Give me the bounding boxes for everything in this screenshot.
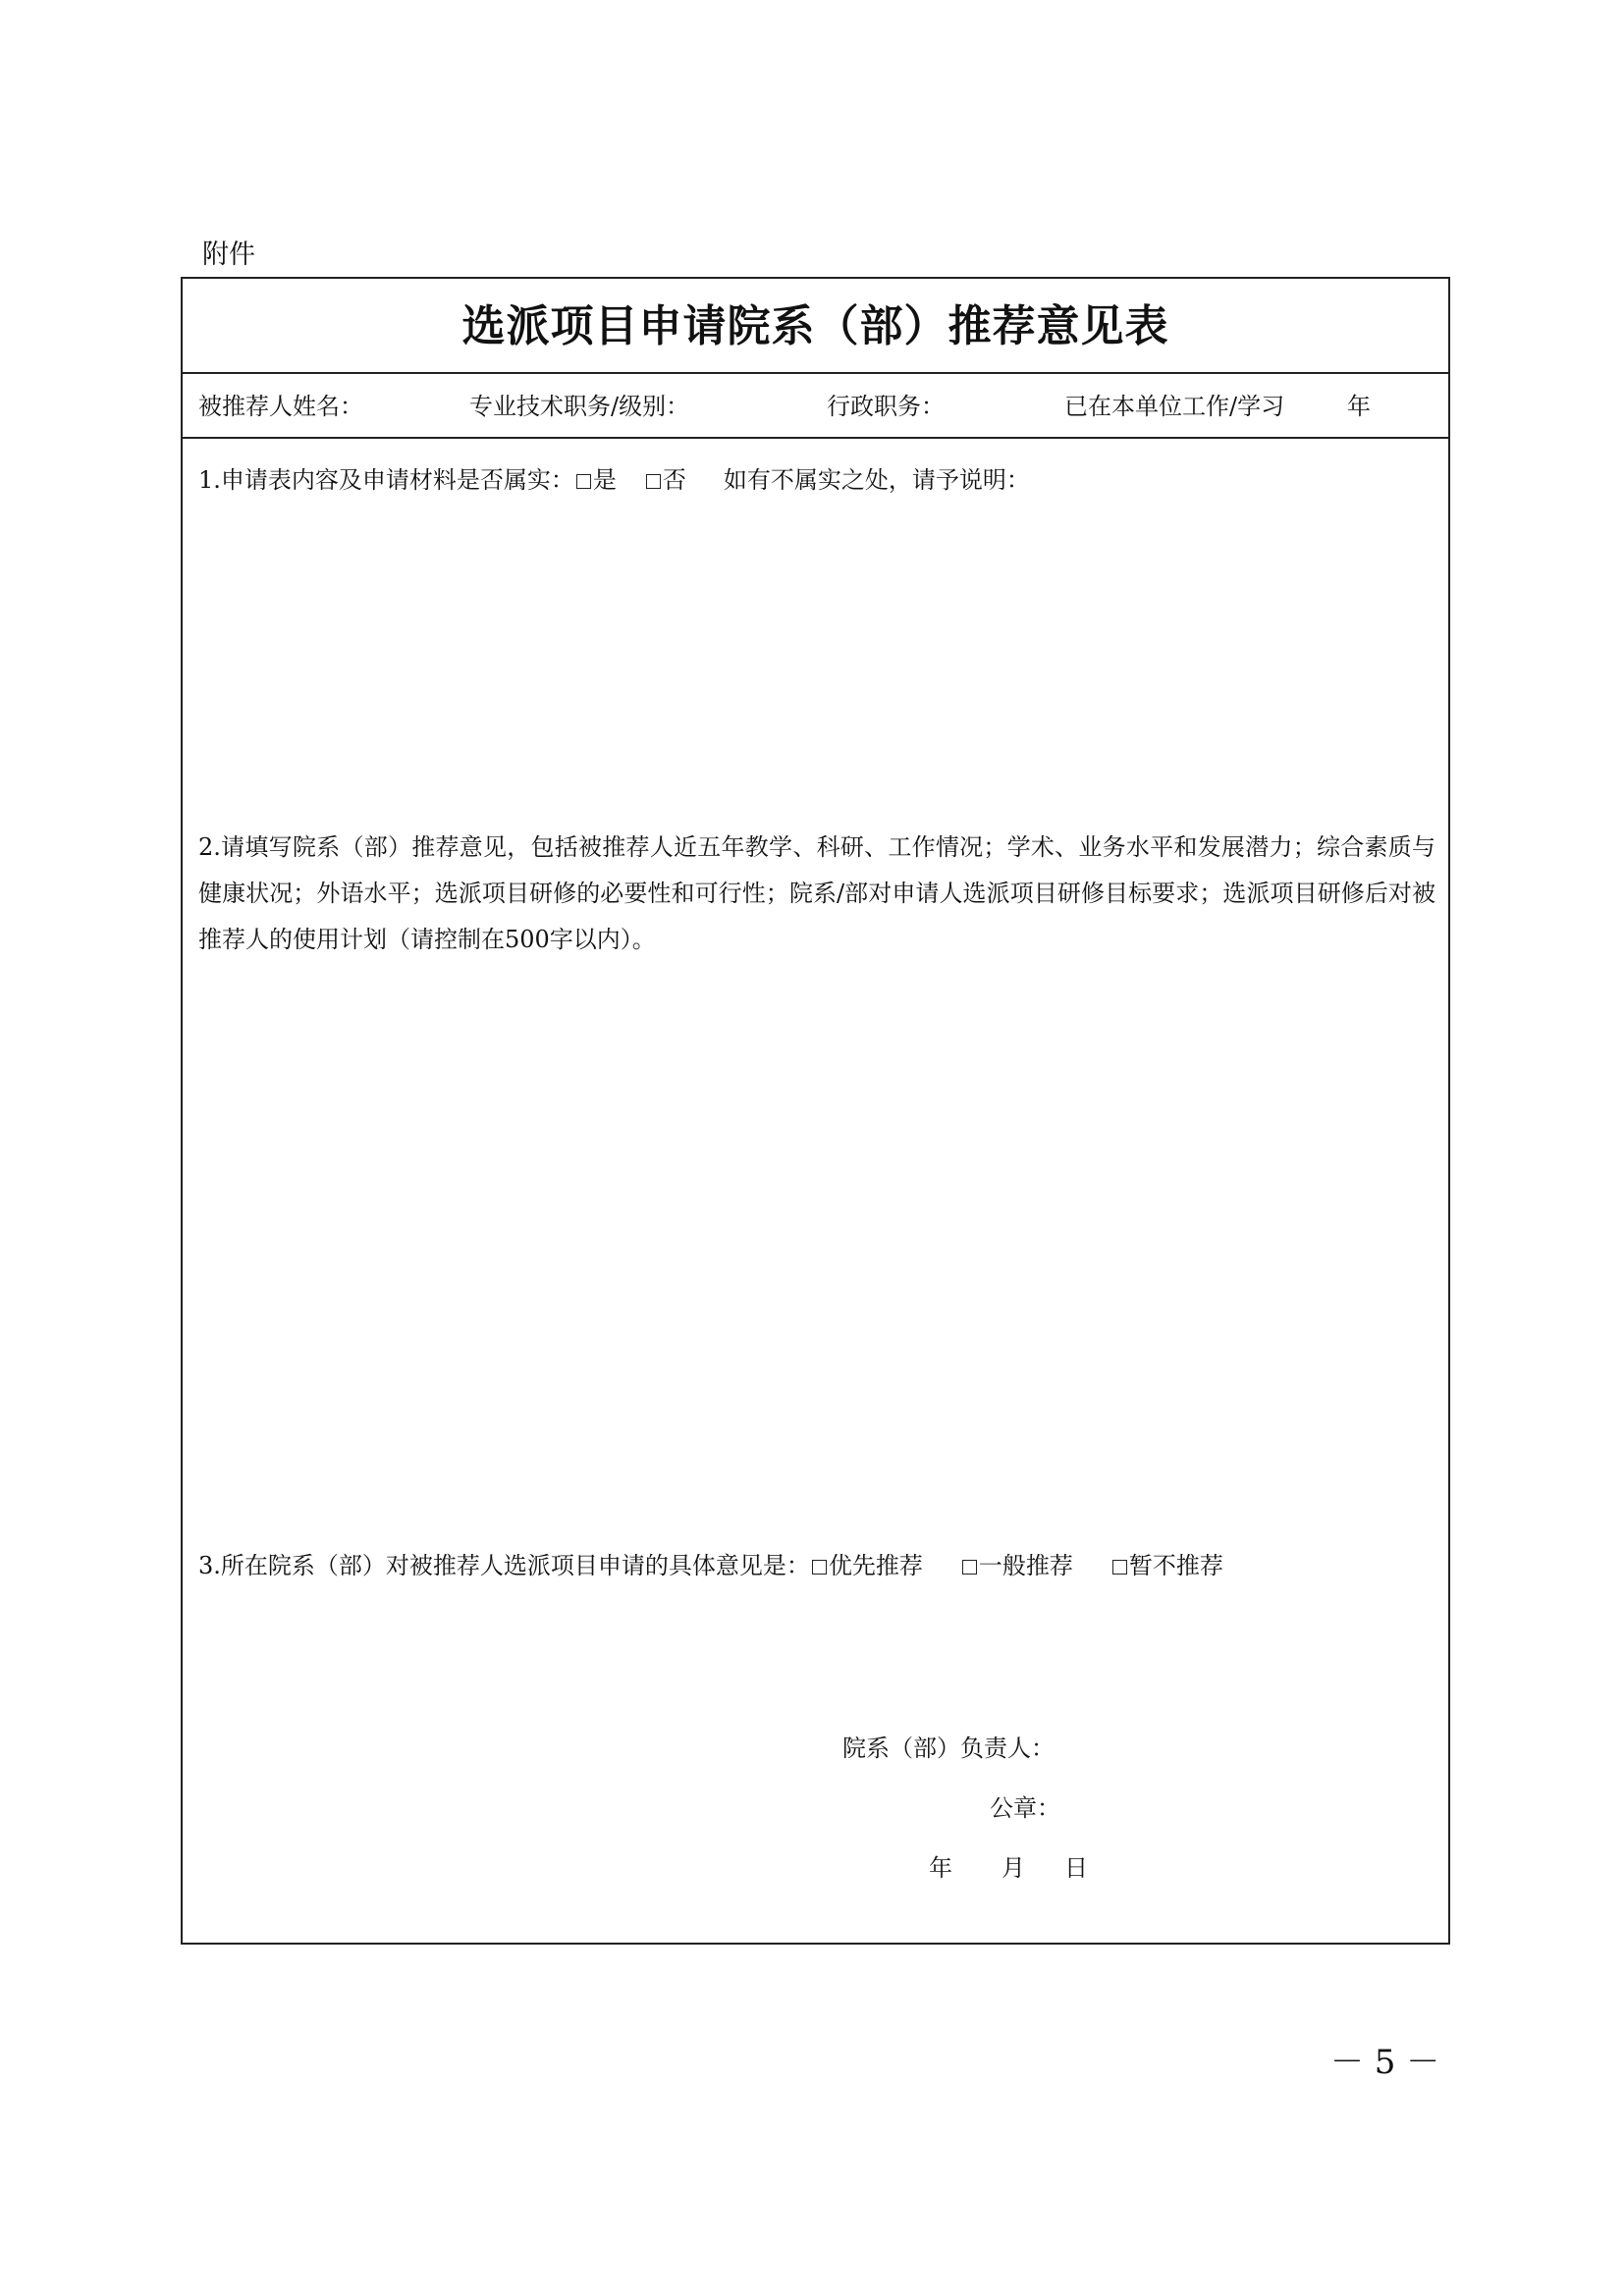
checkbox-icon[interactable] <box>646 474 661 489</box>
option-no-label: 否 <box>662 466 686 494</box>
date-month-label: 月 <box>1001 1854 1025 1882</box>
years-at-unit-label: 已在本单位工作/学习 <box>1064 393 1285 420</box>
admin-position-label: 行政职务： <box>827 393 945 420</box>
leader-signature-label: 院系（部）负责人： <box>842 1735 1055 1762</box>
date-line <box>929 1853 1088 1883</box>
section-3 <box>198 1551 1223 1580</box>
info-row <box>183 374 1448 439</box>
checkbox-icon[interactable] <box>812 1560 827 1575</box>
section-2-text: 2.请填写院系（部）推荐意见，包括被推荐人近五年教学、科研、工作情况；学术、业务水平和发展潜力；综合素质与健康状况；外语水平；选派项目研修的必要性和可行性；院系/部对申请人选派项目研修目标要求；选派项目研修后对被推荐人的使用计划（请控制在500字以内）。 <box>198 833 1435 953</box>
recommendation-form <box>181 277 1450 1945</box>
title-rank-label: 专业技术职务/级别： <box>469 393 690 420</box>
date-day-label: 日 <box>1064 1854 1088 1882</box>
option-not-label: 暂不推荐 <box>1128 1552 1223 1579</box>
option-priority-label: 优先推荐 <box>828 1552 923 1579</box>
years-unit-label: 年 <box>1347 393 1371 420</box>
date-year-label: 年 <box>929 1854 952 1882</box>
option-no[interactable] <box>644 465 686 495</box>
option-not-recommend[interactable] <box>1110 1551 1223 1580</box>
nominee-name-label: 被推荐人姓名： <box>198 393 363 420</box>
section-1-prompt: 1.申请表内容及申请材料是否属实： <box>198 466 574 494</box>
checkbox-icon[interactable] <box>1112 1560 1127 1575</box>
page-number: － 5 － <box>1330 2043 1440 2082</box>
option-priority-recommend[interactable] <box>810 1551 923 1580</box>
form-title: 选派项目申请院系（部）推荐意见表 <box>461 301 1169 351</box>
option-yes[interactable] <box>574 465 617 495</box>
option-yes-label: 是 <box>592 466 617 494</box>
section-1 <box>198 465 1030 495</box>
explain-label: 如有不属实之处，请予说明： <box>723 466 1030 494</box>
seal-label: 公章： <box>990 1794 1060 1822</box>
section-3-prompt: 3.所在院系（部）对被推荐人选派项目申请的具体意见是： <box>198 1552 810 1579</box>
title-row <box>183 279 1448 374</box>
checkbox-icon[interactable] <box>576 474 591 489</box>
checkbox-icon[interactable] <box>962 1560 977 1575</box>
option-general-label: 一般推荐 <box>978 1552 1073 1579</box>
attachment-label: 附件 <box>202 240 255 270</box>
option-general-recommend[interactable] <box>960 1551 1073 1580</box>
